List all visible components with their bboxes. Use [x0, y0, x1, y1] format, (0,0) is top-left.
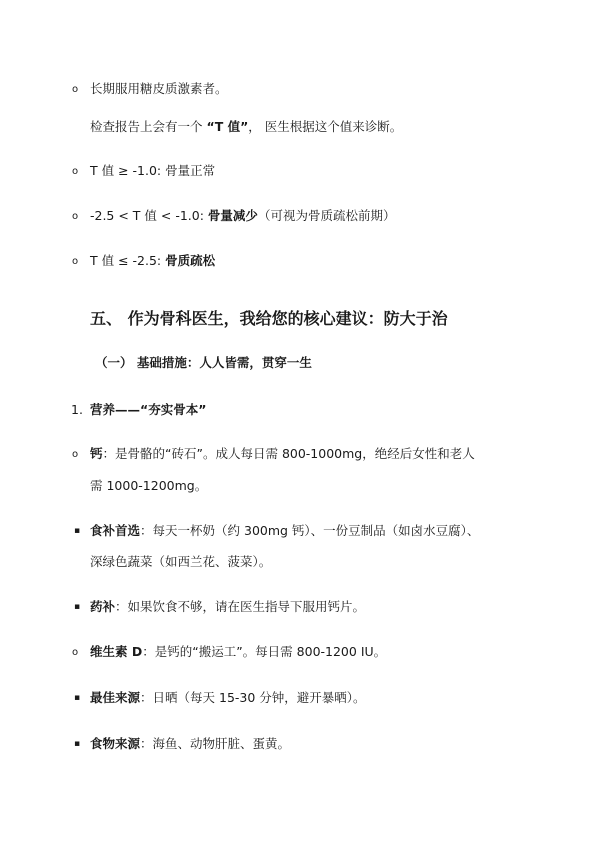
- text-segment: T 值 ≤ -2.5:: [90, 253, 166, 268]
- emphasis-text: 骨量减少: [207, 208, 258, 223]
- bullet-marker: o: [72, 84, 79, 95]
- number-marker: 1.: [71, 402, 83, 417]
- text-segment: （可视为骨质疏松前期）: [257, 208, 396, 223]
- text-segment: -2.5 < T 值 < -1.0:: [90, 208, 208, 223]
- emphasis-text: 食补首选: [90, 523, 141, 538]
- list-item-text: [90, 643, 386, 661]
- bullet-marker: o: [72, 211, 79, 222]
- emphasis-text: 骨质疏松: [165, 253, 216, 268]
- square-bullet-marker: ▪: [74, 693, 81, 703]
- list-item-text: [90, 522, 479, 540]
- list-item-text: [90, 207, 395, 225]
- text-segment: ：是骨骼的“砖石”。成人每日需 800-1000mg，绝经后女性和老人: [102, 446, 475, 461]
- emphasis-text: “T 值”: [206, 119, 249, 134]
- emphasis-text: 食物来源: [90, 736, 141, 751]
- list-item-text: [90, 445, 475, 463]
- square-bullet-marker: ▪: [74, 526, 81, 536]
- square-bullet-marker: ▪: [74, 739, 81, 749]
- continuation-text: 需 1000-1200mg。: [90, 478, 208, 493]
- bullet-marker: o: [72, 647, 79, 658]
- subsection-heading-text: （一） 基础措施：人人皆需，贯穿一生: [95, 355, 312, 370]
- numbered-item-text: 营养——“夯实骨本”: [90, 402, 207, 417]
- text-segment: ：每天一杯奶（约 300mg 钙）、一份豆制品（如卤水豆腐）、: [140, 523, 480, 538]
- text-segment: ， 医生根据这个值来诊断。: [248, 119, 403, 134]
- square-bullet-marker: ▪: [74, 602, 81, 612]
- text-segment: ：如果饮食不够，请在医生指导下服用钙片。: [115, 599, 366, 614]
- emphasis-text: 钙: [90, 446, 103, 461]
- emphasis-text: 维生素 D: [90, 644, 143, 659]
- list-item-text: [90, 735, 290, 753]
- list-item-text: 长期服用糖皮质激素者。: [90, 81, 228, 96]
- text-segment: ：日晒（每天 15-30 分钟，避开暴晒）。: [140, 690, 366, 705]
- text-segment: ：海鱼、动物肝脏、蛋黄。: [140, 736, 291, 751]
- list-item-text: T 值 ≥ -1.0: 骨量正常: [90, 163, 216, 178]
- section-heading-text: 五、 作为骨科医生，我给您的核心建议：防大于治: [90, 309, 448, 328]
- list-item-text: [90, 598, 365, 616]
- paragraph-text: [90, 118, 402, 136]
- bullet-marker: o: [72, 166, 79, 177]
- text-segment: 检查报告上会有一个: [90, 119, 207, 134]
- bullet-marker: o: [72, 256, 79, 267]
- list-item-text: [90, 689, 366, 707]
- emphasis-text: 最佳来源: [90, 690, 141, 705]
- continuation-text: 深绿色蔬菜（如西兰花、菠菜）。: [90, 554, 272, 569]
- text-segment: ：是钙的“搬运工”。每日需 800-1200 IU。: [142, 644, 387, 659]
- list-item-text: [90, 252, 215, 270]
- bullet-marker: o: [72, 449, 79, 460]
- emphasis-text: 药补: [90, 599, 116, 614]
